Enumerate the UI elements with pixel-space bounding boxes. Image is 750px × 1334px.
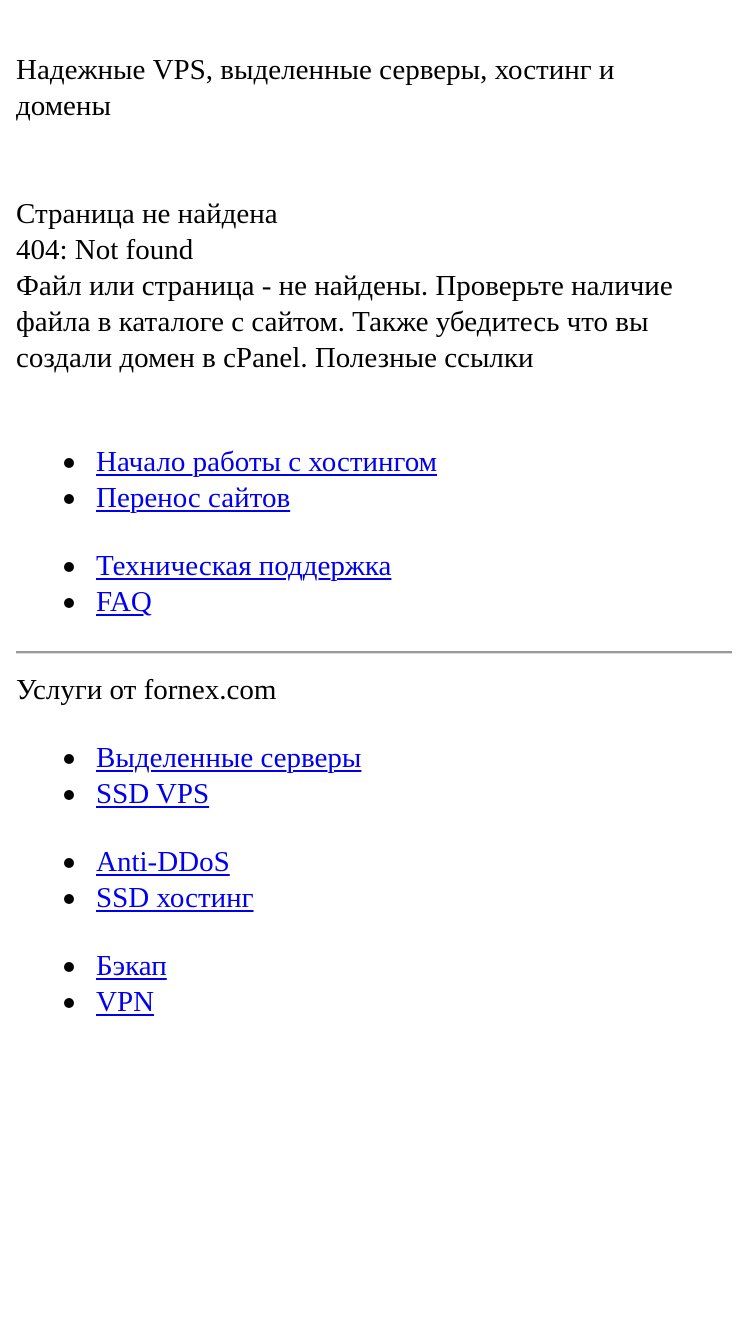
site-tagline: Надежные VPS, выделенные серверы, хостинг и домены: [16, 54, 615, 122]
error-code: 404: Not found: [16, 234, 194, 266]
list-item: [96, 548, 391, 584]
link-hosting-start[interactable]: Начало работы с хостингом: [96, 446, 438, 478]
list-item: [96, 584, 391, 620]
error-block: [16, 196, 732, 376]
link-faq[interactable]: FAQ: [96, 586, 152, 618]
link-site-transfer[interactable]: Перенос сайтов: [96, 482, 291, 514]
list-item: [96, 740, 361, 776]
services-list-1: [16, 740, 361, 812]
services-title: Услуги от fornex.com: [16, 674, 277, 706]
link-ssd-vps[interactable]: SSD VPS: [96, 778, 210, 810]
link-vpn[interactable]: VPN: [96, 986, 155, 1018]
list-item: [96, 880, 254, 916]
error-title: Страница не найдена: [16, 198, 278, 230]
useful-links-list-2: [16, 548, 391, 620]
useful-links-list-1: [16, 444, 437, 516]
services-list-3: [16, 948, 167, 1020]
services-list-2: [16, 844, 254, 916]
link-dedicated-servers[interactable]: Выделенные серверы: [96, 742, 362, 774]
list-item: [96, 444, 437, 480]
list-item: [96, 948, 167, 984]
list-item: [96, 480, 437, 516]
link-ssd-hosting[interactable]: SSD хостинг: [96, 882, 254, 914]
link-backup[interactable]: Бэкап: [96, 950, 167, 982]
list-item: [96, 776, 361, 812]
link-anti-ddos[interactable]: Anti-DDoS: [96, 846, 230, 878]
link-tech-support[interactable]: Техническая поддержка: [96, 550, 392, 582]
error-description: Файл или страница - не найдены. Проверьте наличие файла в каталоге с сайтом. Также убедитесь что вы создали домен в cPanel. Полезные ссылки: [16, 270, 673, 374]
list-item: [96, 844, 254, 880]
list-item: [96, 984, 167, 1020]
divider: [16, 651, 732, 654]
